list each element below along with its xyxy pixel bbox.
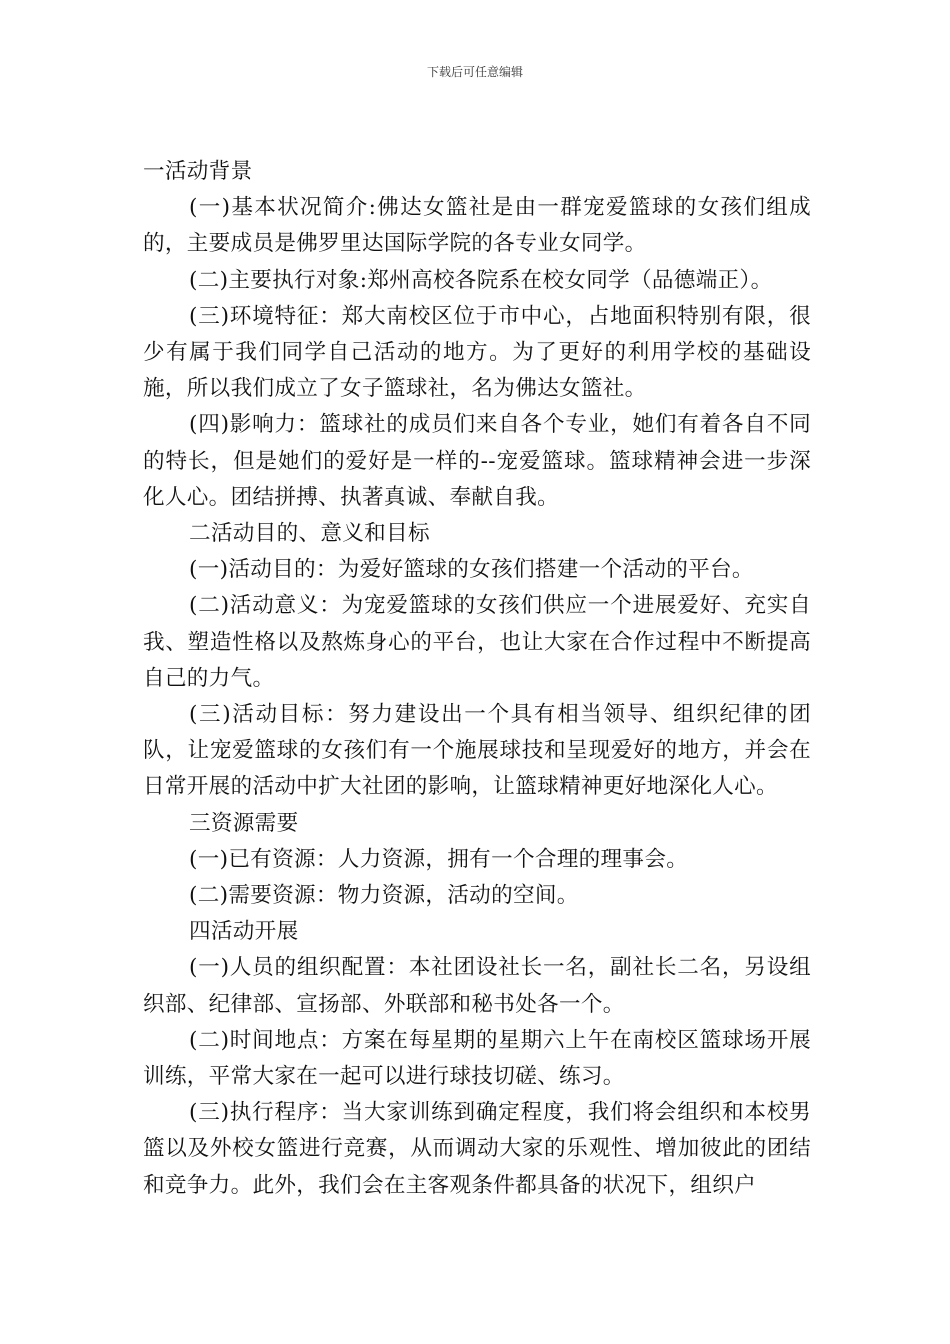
paragraph-goal: (三)活动目标：努力建设出一个具有相当领导、组织纪律的团队，让宠爱篮球的女孩们有一个施展球技和呈现爱好的地方，并会在日常开展的活动中扩大社团的影响，让篮球精神更好地深化人心。 [143,702,811,800]
document-body [143,154,811,1204]
section-heading-purpose: 二活动目的、意义和目标 [189,521,430,547]
page-header: 下载后可任意编辑 [426,65,523,79]
section-heading-background: 一活动背景 [143,159,253,184]
paragraph-existing-resources: (一)已有资源：人力资源，拥有一个合理的理事会。 [189,846,689,872]
section-heading-resources: 三资源需要 [189,810,299,836]
paragraph-purpose: (一)活动目的：为爱好篮球的女孩们搭建一个活动的平台。 [189,557,754,583]
paragraph-environment: (三)环境特征：郑大南校区位于市中心，占地面积特别有限，很少有属于我们同学自己活动的地方。为了更好的利用学校的基础设施，所以我们成立了女子篮球社，名为佛达女篮社。 [143,303,811,402]
section-heading-activities: 四活动开展 [189,919,299,945]
paragraph-time-place: (二)时间地点：方案在每星期的星期六上午在南校区篮球场开展训练，平常大家在一起可以进行球技切磋、练习。 [143,1027,811,1090]
paragraph-significance: (二)活动意义：为宠爱篮球的女孩们供应一个进展爱好、充实自我、塑造性格以及熬炼身心的平台，也让大家在合作过程中不断提高自己的力气。 [143,593,811,691]
paragraph-basic-intro: (一)基本状况简介:佛达女篮社是由一群宠爱篮球的女孩们组成的，主要成员是佛罗里达国际学院的各专业女同学。 [143,195,811,257]
paragraph-influence: (四)影响力：篮球社的成员们来自各个专业，她们有着各自不同的特长，但是她们的爱好是一样的--宠爱篮球。篮球精神会进一步深化人心。团结拼搏、执著真诚、奉献自我。 [143,412,811,510]
paragraph-organization: (一)人员的组织配置：本社团设社长一名，副社长二名，另设组织部、纪律部、宣扬部、外联部和秘书处各一个。 [143,955,811,1017]
paragraph-procedure: (三)执行程序：当大家训练到确定程度，我们将会组织和本校男篮以及外校女篮进行竞赛，从而调动大家的乐观性、增加彼此的团结和竞争力。此外，我们会在主客观条件都具备的状况下，组织户 [143,1100,811,1198]
paragraph-target-audience: (二)主要执行对象:郑州高校各院系在校女同学（品德端正）。 [189,267,773,293]
paragraph-needed-resources: (二)需要资源：物力资源，活动的空间。 [189,883,579,909]
